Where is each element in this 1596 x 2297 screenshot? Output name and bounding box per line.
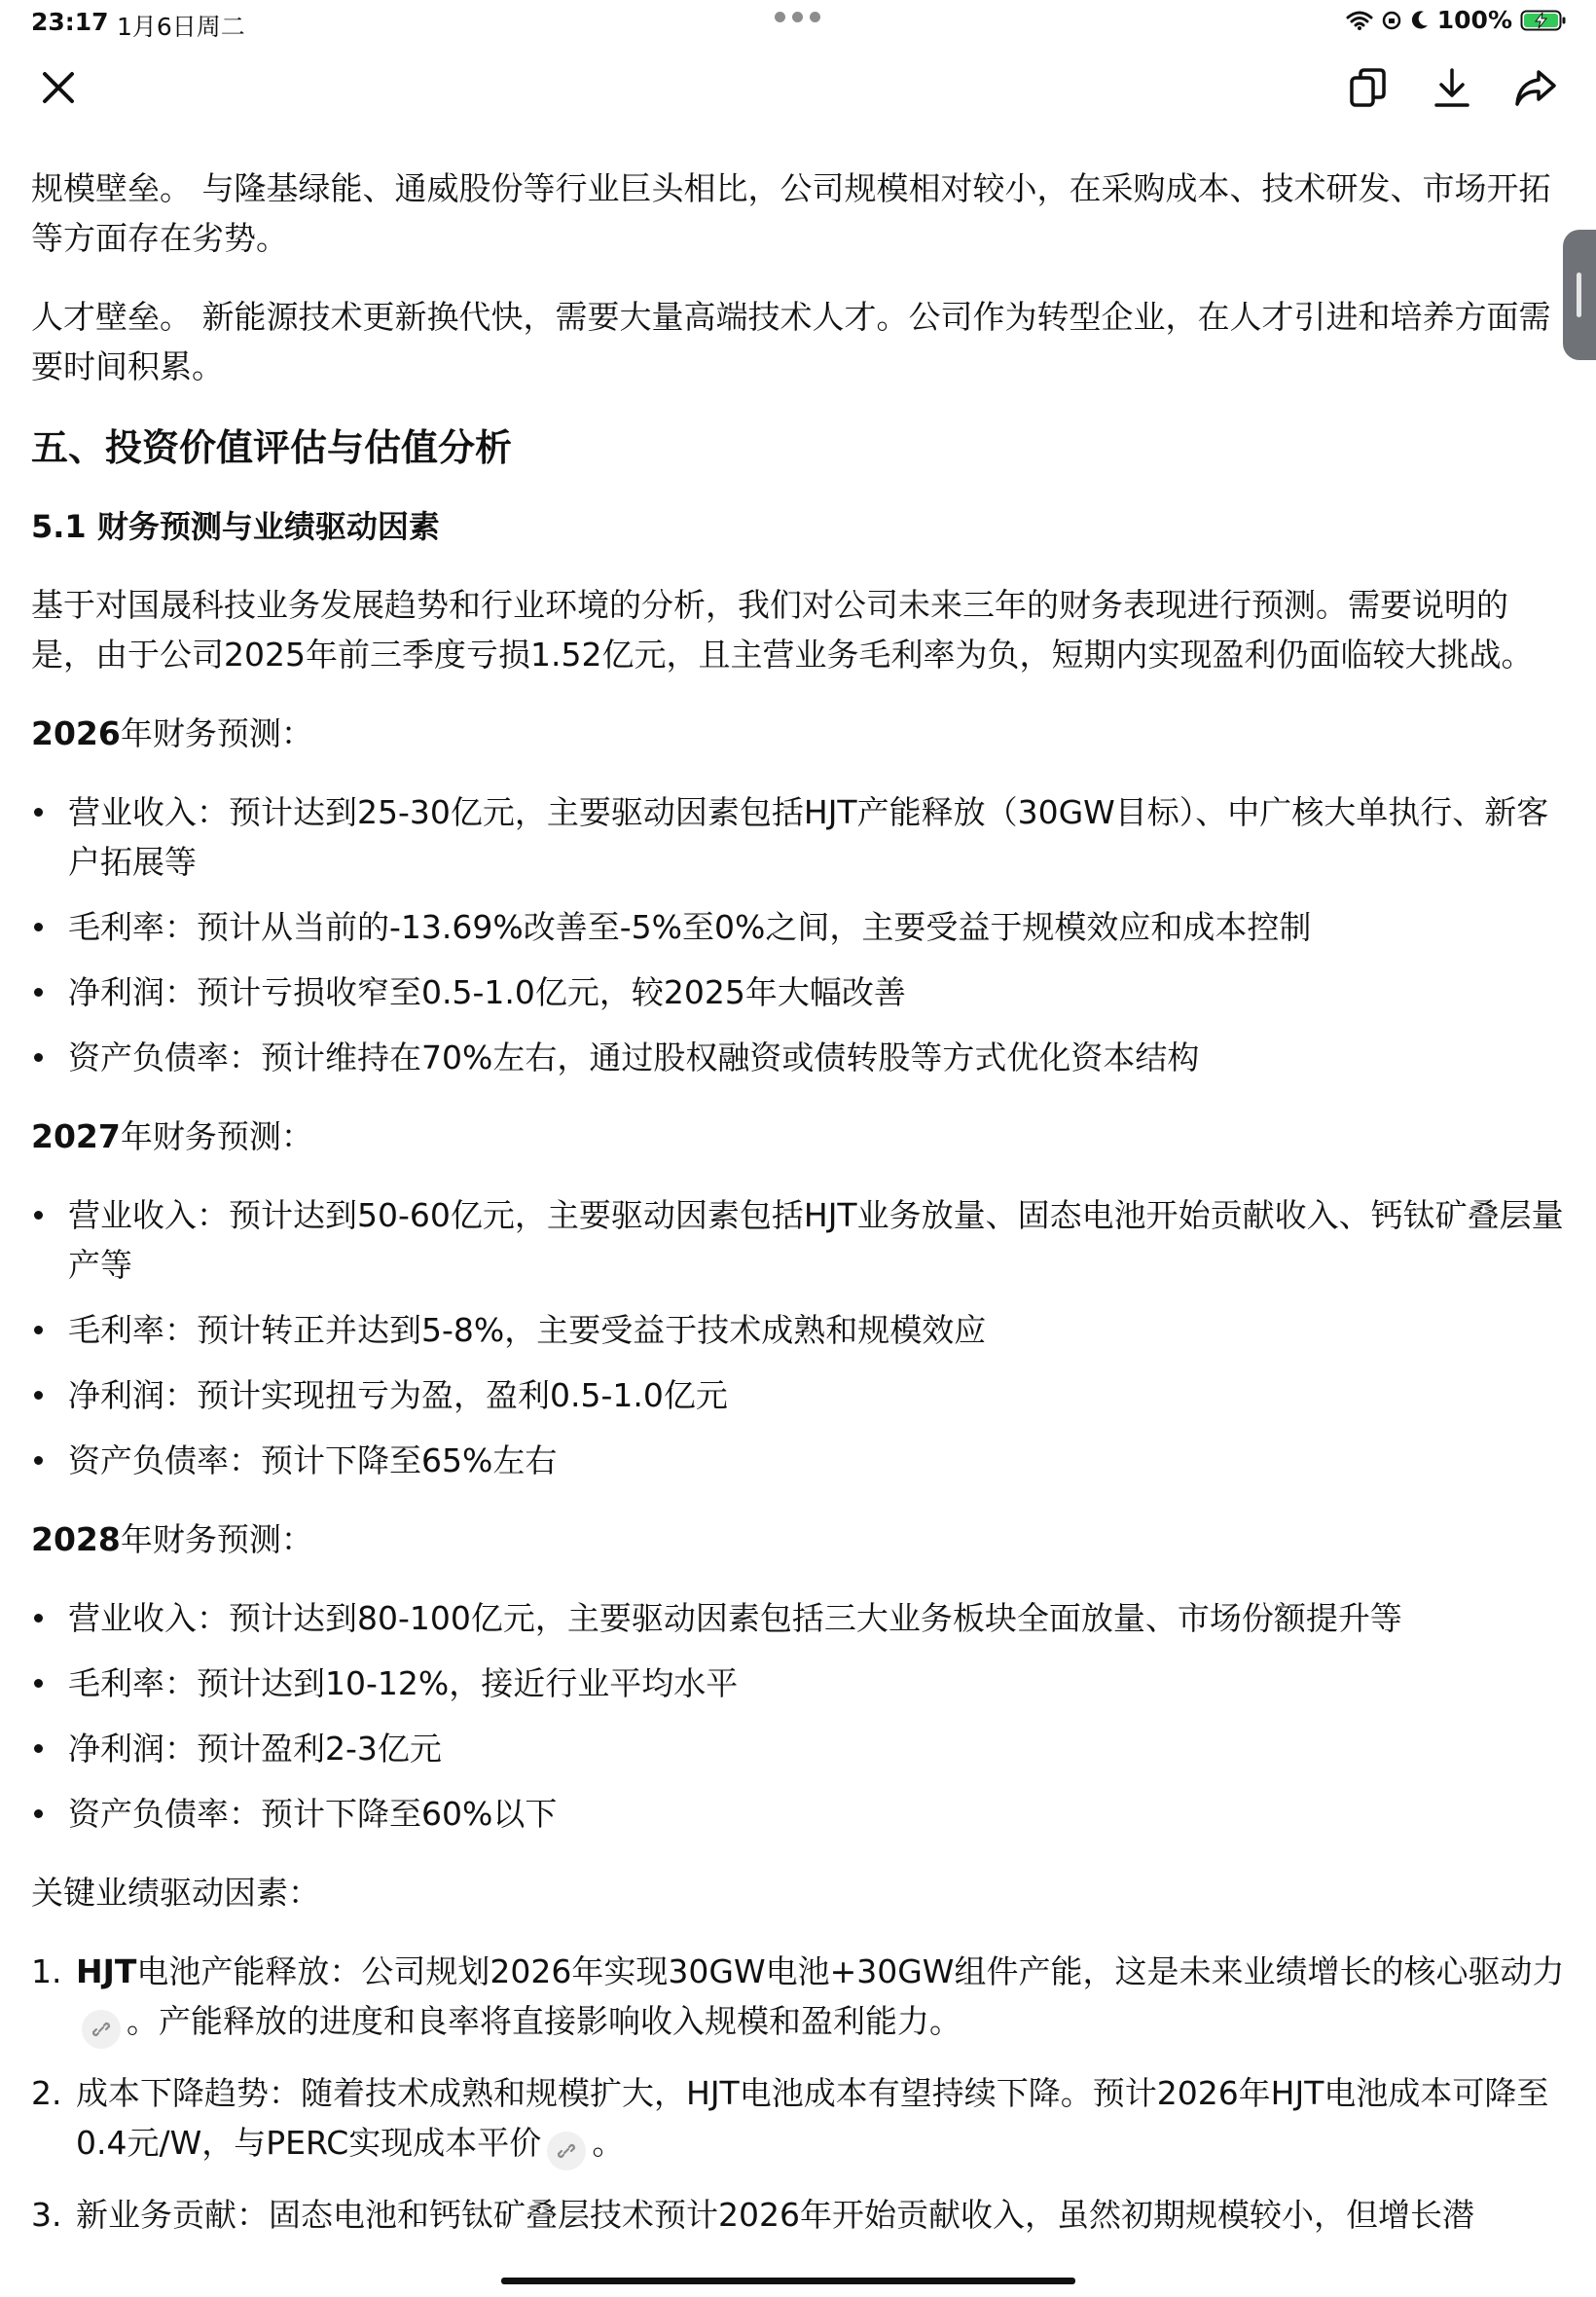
- forecast-heading-2028: [31, 1514, 1565, 1564]
- battery-percent: 100%: [1436, 6, 1512, 34]
- drag-indicator[interactable]: [501, 2278, 1075, 2284]
- list-item: 资产负债率：预计下降至60%以下: [31, 1789, 1565, 1839]
- paragraph-intro: 基于对国晟科技业务发展趋势和行业环境的分析，我们对公司未来三年的财务表现进行预测。需要说明的是，由于公司2025年前三季度亏损1.52亿元，且主营业务毛利率为负，短期内实现盈利仍面临较大挑战。: [31, 586, 1534, 674]
- close-icon: [39, 68, 78, 107]
- subsection-number: 5.1: [31, 508, 87, 545]
- drivers-list: [31, 1947, 1565, 2240]
- driver-text: 新业务贡献：固态电池和钙钛矿叠层技术预计2026年开始贡献收入，虽然初期规模较小，但增长潜: [76, 2196, 1474, 2234]
- list-item: 营业收入：预计达到25-30亿元，主要驱动因素包括HJT产能释放（30GW目标）、中广核大单执行、新客户拓展等: [31, 787, 1565, 887]
- list-item: 资产负债率：预计下降至65%左右: [31, 1436, 1565, 1485]
- section-heading: 五、投资价值评估与估值分析: [31, 426, 513, 469]
- status-date: 1月6日周二: [117, 13, 245, 41]
- forecast-list-2028: [31, 1593, 1565, 1839]
- driver-item: [31, 1947, 1565, 2049]
- status-time: 23:17: [31, 8, 109, 36]
- moon-icon: [1410, 10, 1430, 31]
- status-bar: [0, 0, 1596, 49]
- share-button[interactable]: [1506, 58, 1565, 117]
- forecast-heading-2026: [31, 709, 1565, 758]
- forecast-title: 年财务预测：: [120, 1117, 313, 1155]
- driver-text: 电池产能释放：公司规划2026年实现30GW电池+30GW组件产能，这是未来业绩增长的核心驱动力: [136, 1952, 1565, 1990]
- forecast-year: 2028: [31, 1520, 121, 1558]
- list-item: 毛利率：预计达到10-12%，接近行业平均水平: [31, 1659, 1565, 1708]
- citation-link-button[interactable]: [82, 2010, 121, 2049]
- drivers-heading: 关键业绩驱动因素：: [31, 1874, 320, 1912]
- citation-link-button[interactable]: [547, 2132, 586, 2170]
- driver-text-tail: 。产能释放的进度和良率将直接影响收入规模和盈利能力。: [127, 2002, 961, 2040]
- download-icon: [1432, 66, 1472, 109]
- battery-charging-icon: [1520, 9, 1567, 32]
- driver-number: 2.: [31, 2074, 62, 2112]
- forecast-list-2026: [31, 787, 1565, 1082]
- driver-text-tail: 。: [592, 2124, 625, 2162]
- wifi-icon: [1346, 10, 1373, 31]
- orientation-lock-icon: [1381, 10, 1402, 31]
- forecast-title: 年财务预测：: [120, 714, 313, 752]
- list-item: 营业收入：预计达到80-100亿元，主要驱动因素包括三大业务板块全面放量、市场份额提升等: [31, 1593, 1565, 1643]
- driver-number: 3.: [31, 2196, 62, 2234]
- list-item: 净利润：预计亏损收窄至0.5-1.0亿元，较2025年大幅改善: [31, 967, 1565, 1017]
- copy-button[interactable]: [1339, 58, 1397, 117]
- share-icon: [1513, 67, 1558, 108]
- list-item: 净利润：预计实现扭亏为盈，盈利0.5-1.0亿元: [31, 1370, 1565, 1420]
- link-icon: [91, 2019, 112, 2040]
- copy-icon: [1348, 66, 1389, 109]
- document-content: [31, 164, 1565, 2259]
- list-item: 毛利率：预计转正并达到5-8%，主要受益于技术成熟和规模效应: [31, 1305, 1565, 1355]
- driver-number: 1.: [31, 1952, 62, 1990]
- forecast-list-2027: [31, 1190, 1565, 1485]
- paragraph-scale-barrier: 规模壁垒。 与隆基绿能、通威股份等行业巨头相比，公司规模相对较小，在采购成本、技术研发、市场开拓等方面存在劣势。: [31, 169, 1551, 257]
- list-item: 资产负债率：预计维持在70%左右，通过股权融资或债转股等方式优化资本结构: [31, 1033, 1565, 1082]
- multitask-dots-icon[interactable]: [775, 12, 820, 22]
- forecast-year: 2026: [31, 714, 121, 752]
- list-item: 营业收入：预计达到50-60亿元，主要驱动因素包括HJT业务放量、固态电池开始贡献收入、钙钛矿叠层量产等: [31, 1190, 1565, 1290]
- driver-bold: HJT: [76, 1952, 137, 1990]
- link-icon: [556, 2140, 577, 2162]
- toolbar: [0, 58, 1596, 127]
- driver-text: 成本下降趋势：随着技术成熟和规模扩大，HJT电池成本有望持续下降。预计2026年HJT电池成本可降至0.4元/W，与PERC实现成本平价: [76, 2074, 1549, 2162]
- forecast-year: 2027: [31, 1117, 121, 1155]
- close-button[interactable]: [29, 58, 88, 117]
- driver-item: [31, 2068, 1565, 2170]
- list-item: 净利润：预计盈利2-3亿元: [31, 1724, 1565, 1773]
- forecast-heading-2027: [31, 1112, 1565, 1161]
- download-button[interactable]: [1423, 58, 1481, 117]
- forecast-title: 年财务预测：: [120, 1520, 313, 1558]
- scroll-handle[interactable]: [1563, 230, 1596, 360]
- paragraph-talent-barrier: 人才壁垒。 新能源技术更新换代快，需要大量高端技术人才。公司作为转型企业，在人才引进和培养方面需要时间积累。: [31, 298, 1551, 385]
- list-item: 毛利率：预计从当前的-13.69%改善至-5%至0%之间，主要受益于规模效应和成本控制: [31, 902, 1565, 952]
- status-indicators: [1346, 6, 1567, 34]
- subsection-title: 财务预测与业绩驱动因素: [96, 508, 440, 545]
- driver-item: [31, 2190, 1565, 2240]
- subsection-heading: [31, 502, 1565, 551]
